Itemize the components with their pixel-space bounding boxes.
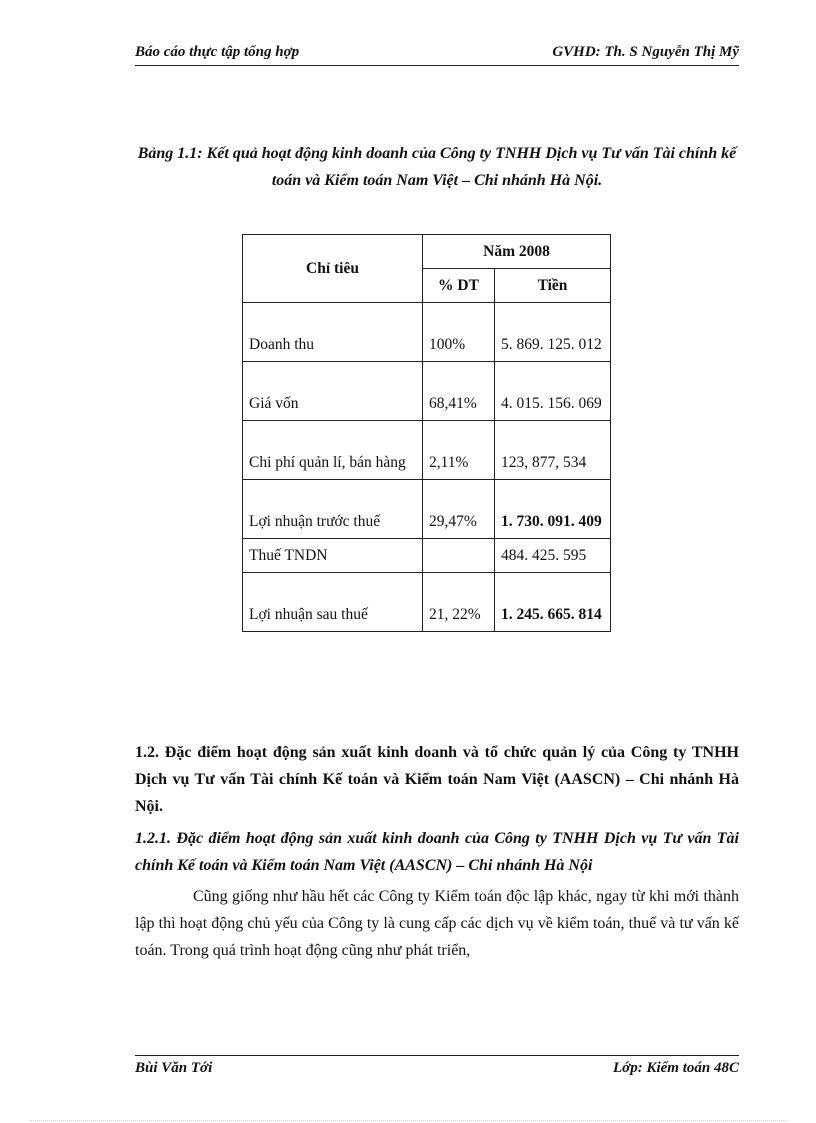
row-percent: 100% <box>423 303 495 362</box>
header-amount: Tiền <box>495 269 611 303</box>
row-amount: 4. 015. 156. 069 <box>495 362 611 421</box>
section-heading-1-2: 1.2. Đặc điểm hoạt động sản xuất kinh doanh và tổ chức quản lý của Công ty TNHH Dịch vụ Tư vấn Tài chính Kế toán và Kiểm toán Nam Việt (AASCN) – Chi nhánh Hà Nội. <box>135 744 739 815</box>
header-percent: % DT <box>423 269 495 303</box>
header-supervisor: GVHD: Th. S Nguyễn Thị Mỹ <box>552 44 739 60</box>
footer-class: Lớp: Kiểm toán 48C <box>613 1060 739 1076</box>
section-heading-1-2-1: 1.2.1. Đặc điểm hoạt động sản xuất kinh doanh của Công ty TNHH Dịch vụ Tư vấn Tài chính Kế toán và Kiểm toán Nam Việt (AASCN) – Chi nhánh Hà Nội <box>135 830 739 874</box>
row-percent: 21, 22% <box>423 573 495 632</box>
table-caption: Bảng 1.1: Kết quả hoạt động kinh doanh của Công ty TNHH Dịch vụ Tư vấn Tài chính kế toán và Kiểm toán Nam Việt – Chi nhánh Hà Nội. <box>137 145 737 189</box>
row-label: Thuế TNDN <box>243 539 423 573</box>
table-row <box>243 573 611 632</box>
table-header-row <box>243 235 611 269</box>
row-label: Chi phí quản lí, bán hàng <box>243 421 423 480</box>
row-label: Lợi nhuận trước thuế <box>243 480 423 539</box>
row-label: Giá vốn <box>243 362 423 421</box>
row-amount: 1. 245. 665. 814 <box>495 573 611 632</box>
page-header <box>135 44 739 66</box>
table-row <box>243 480 611 539</box>
page-footer <box>135 1055 739 1077</box>
row-amount: 123, 877, 534 <box>495 421 611 480</box>
header-report-title: Báo cáo thực tập tổng hợp <box>135 44 300 60</box>
footer-author: Bùi Văn Tới <box>135 1060 213 1076</box>
row-label: Doanh thu <box>243 303 423 362</box>
row-amount: 5. 869. 125. 012 <box>495 303 611 362</box>
table-row <box>243 303 611 362</box>
business-results-table <box>242 234 611 632</box>
row-percent: 2,11% <box>423 421 495 480</box>
page-edge-divider <box>30 1120 786 1121</box>
header-year: Năm 2008 <box>423 235 611 269</box>
table-row <box>243 539 611 573</box>
row-label: Lợi nhuận sau thuế <box>243 573 423 632</box>
table-row <box>243 362 611 421</box>
row-amount: 484. 425. 595 <box>495 539 611 573</box>
row-amount: 1. 730. 091. 409 <box>495 480 611 539</box>
row-percent: 29,47% <box>423 480 495 539</box>
header-indicator: Chỉ tiêu <box>243 235 423 303</box>
body-paragraph: Cũng giống như hầu hết các Công ty Kiểm toán độc lập khác, ngay từ khi mới thành lập thì hoạt động chủ yếu của Công ty là cung cấp các dịch vụ về kiểm toán, thuế và tư vấn kế toán. Trong quá trình hoạt động cũng như phát triển, <box>135 888 739 959</box>
table-row <box>243 421 611 480</box>
row-percent <box>423 539 495 573</box>
row-percent: 68,41% <box>423 362 495 421</box>
